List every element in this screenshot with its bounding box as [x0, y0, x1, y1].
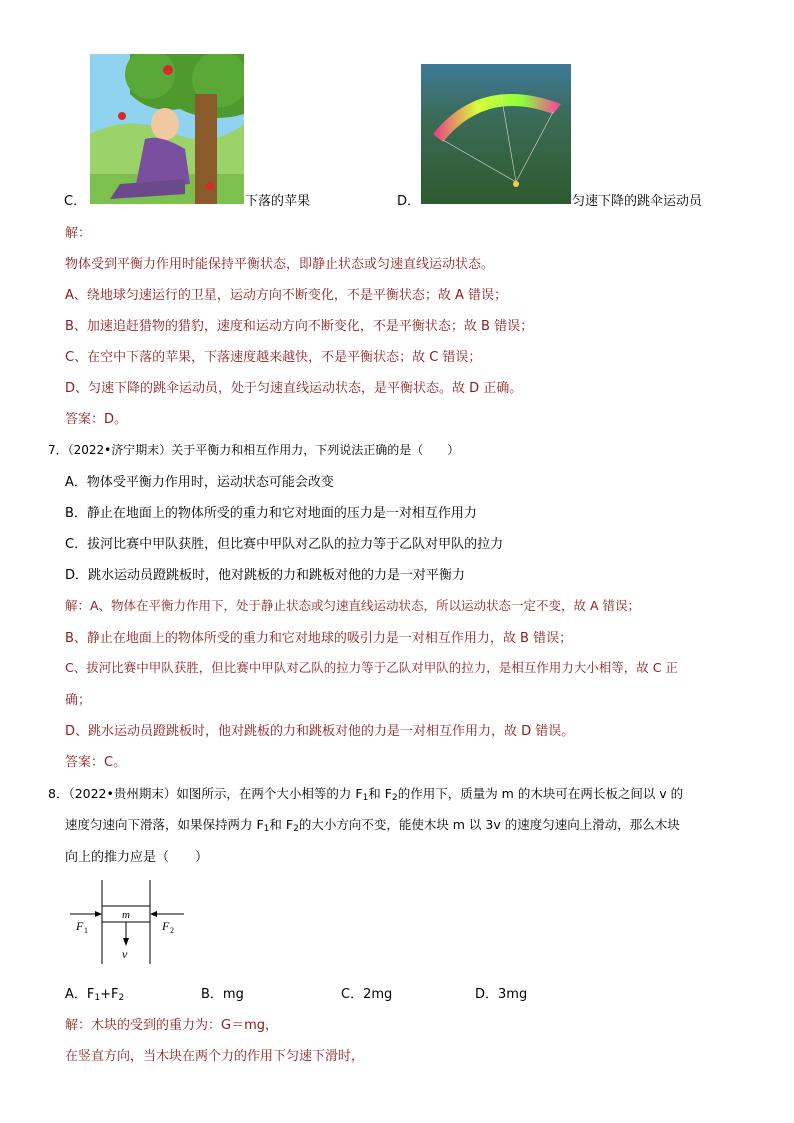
q6-solution-intro: 物体受到平衡力作用时能保持平衡状态，即静止状态或匀速直线运动状态。 [65, 257, 495, 272]
q8-stem-line1: 8．（2022•贵州期末）如图所示，在两个大小相等的力 $F_1$和 $F_2$的作用下，质量为 m 的木块可在两长板之间以 v 的 [48, 786, 684, 803]
force-f2-label: F [162, 919, 170, 933]
q7-solution-c2: 确； [65, 693, 92, 708]
q6-solution-d: D、匀速下降的跳伞运动员，处于匀速直线运动状态，是平衡状态。故 D 正确。 [65, 381, 523, 396]
q7-option-d: D．跳水运动员蹬跳板时，他对跳板的力和跳板对他的力是一对平衡力 [65, 568, 466, 583]
block-between-boards-diagram [66, 878, 190, 966]
q8-stem-line2: 速度匀速向下滑落，如果保持两力 $F_1$和 $F_2$的大小方向不变，能使木块 m 以 3v 的速度匀速向上滑动，那么木块 [65, 817, 680, 834]
option-d-letter: D． [397, 194, 421, 209]
force-f1-label: F [76, 919, 84, 933]
q6-solution-a: A、绕地球匀速运行的卫星，运动方向不断变化，不是平衡状态；故 A 错误； [65, 288, 508, 303]
q8-solution-line2: 在竖直方向，当木块在两个力的作用下匀速下滑时， [65, 1049, 365, 1064]
q7-solution-d: D、跳水运动员蹬跳板时，他对跳板的力和跳板对他的力是一对相互作用力，故 D 错误。 [65, 724, 575, 739]
q8-option-d: D．3mg [475, 987, 528, 1002]
q8-solution-line1: 解：木块的受到的重力为：G＝mg， [65, 1018, 278, 1033]
q7-option-c: C．拔河比赛中甲队获胜，但比赛中甲队对乙队的拉力等于乙队对甲队的拉力 [65, 537, 504, 552]
q7-option-a: A．物体受平衡力作用时，运动状态可能会改变 [65, 475, 334, 490]
q7-solution-a: 解：A、物体在平衡力作用下，处于静止状态或匀速直线运动状态，所以运动状态一定不变，故 A 错误； [65, 598, 641, 613]
q8-option-b: B．mg [201, 987, 244, 1002]
velocity-label: v [122, 947, 128, 961]
q6-answer: 答案：D。 [65, 412, 128, 427]
q6-solution-b: B、加速追赶猎物的猎豹，速度和运动方向不断变化，不是平衡状态；故 B 错误； [65, 319, 534, 334]
q8-option-c: C．2mg [341, 987, 393, 1002]
q7-stem: 7．（2022•济宁期末）关于平衡力和相互作用力，下列说法正确的是（ ） [48, 443, 460, 457]
q8-option-a: A．$F_1+F_2$ [65, 987, 125, 1003]
force-f1-subscript: 1 [84, 926, 88, 935]
paraglider-image [421, 64, 571, 204]
option-c-letter: C． [64, 194, 87, 209]
q7-solution-c1: C、拔河比赛中甲队获胜，但比赛中甲队对乙队的拉力等于乙队对甲队的拉力，是相互作用力大小相等，故 C 正 [65, 660, 678, 675]
q6-solution-label: 解： [65, 226, 92, 241]
q6-solution-c: C、在空中下落的苹果，下落速度越来越快，不是平衡状态；故 C 错误； [65, 350, 482, 365]
block-mass-label: m [122, 909, 130, 921]
apple-tree-image [90, 54, 244, 204]
force-f2-subscript: 2 [170, 926, 174, 935]
q7-option-b: B．静止在地面上的物体所受的重力和它对地面的压力是一对相互作用力 [65, 506, 477, 521]
q7-solution-b: B、静止在地面上的物体所受的重力和它对地球的吸引力是一对相互作用力，故 B 错误； [65, 631, 573, 646]
q7-answer: 答案：C。 [65, 755, 127, 770]
option-c-caption: 下落的苹果 [245, 194, 311, 209]
q8-stem-line3: 向上的推力应是（ ） [65, 850, 209, 865]
option-d-caption: 匀速下降的跳伞运动员 [572, 194, 703, 209]
